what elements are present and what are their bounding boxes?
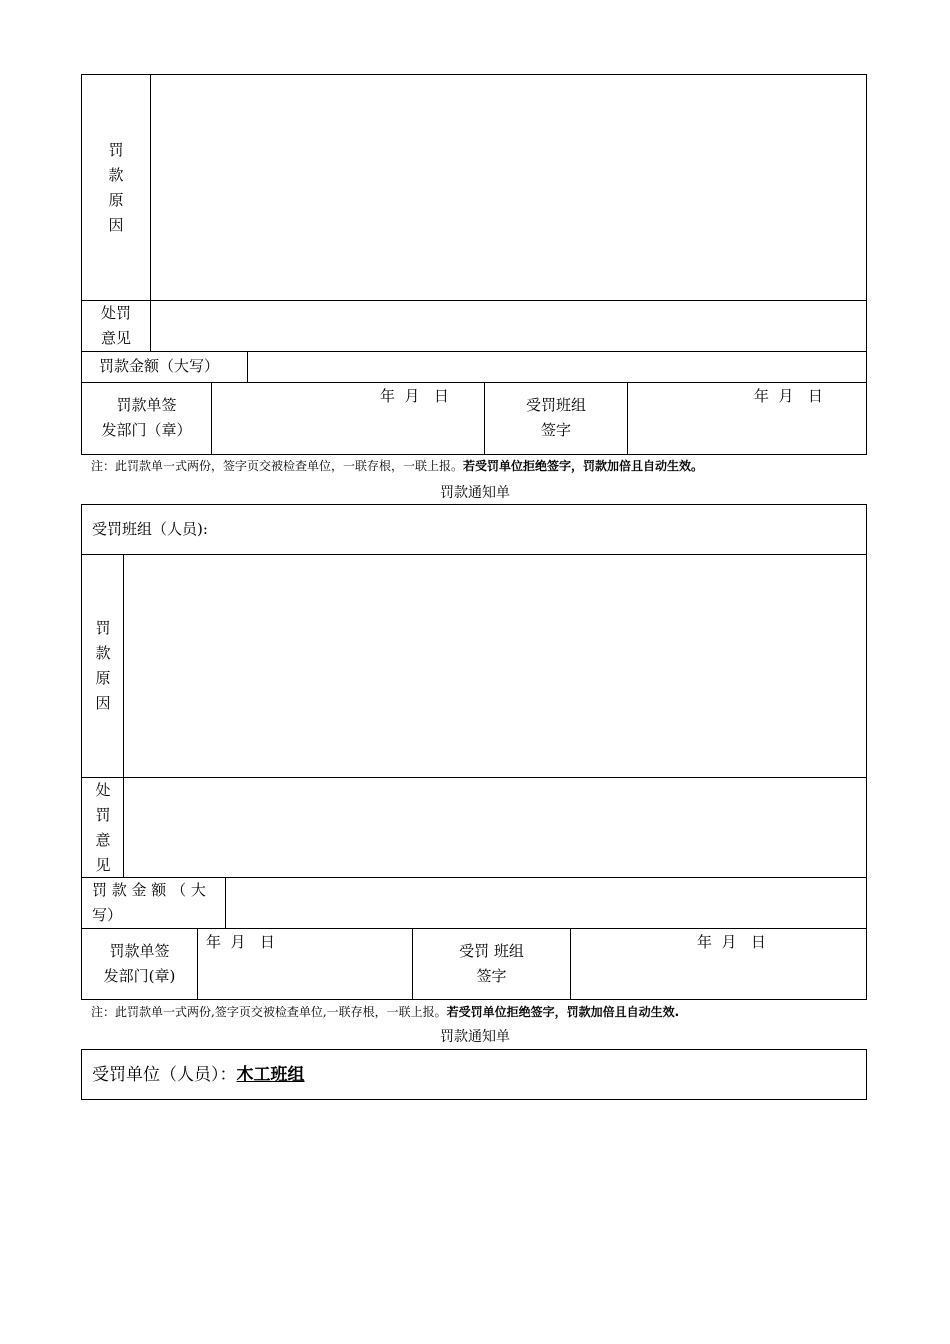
form2-title: 罚款通知单 <box>440 485 510 501</box>
form1-opinion-content[interactable] <box>151 301 866 351</box>
form2-reason-char: 原 <box>95 669 111 687</box>
form1-divider <box>211 382 212 455</box>
form2-team-sign-label-line1: 受罚 班组 <box>459 942 524 960</box>
form2-opinion-char: 处 <box>95 781 111 799</box>
form1-team-sign-label-line1: 受罚班组 <box>525 396 586 414</box>
form2-opinion-char: 见 <box>95 856 111 874</box>
form2-divider <box>570 928 571 1000</box>
form2-team-sign-label-line2: 签字 <box>476 967 507 985</box>
form2-team-sign-label <box>413 939 570 989</box>
form2-opinion-content[interactable] <box>124 778 866 877</box>
form2-opinion-label <box>93 778 113 878</box>
form2-amount-label-line2: 写） <box>92 906 123 924</box>
form2-note-normal: 注：此罚款单一式两份,签字页交被检查单位,一联存根，一联上报。 <box>91 1005 447 1019</box>
form1-reason-char: 原 <box>108 191 124 209</box>
form1-issuer-date: 年 月 日 <box>380 387 449 405</box>
form1-reason-content[interactable] <box>151 75 866 300</box>
form1-team-sign-label <box>485 393 627 443</box>
form1-note-bold: 若受罚单位拒绝签字，罚款加倍且自动生效。 <box>463 459 704 473</box>
form2-reason-label <box>93 616 113 716</box>
form1-divider <box>81 382 867 383</box>
form2-divider <box>197 928 198 1000</box>
form1-note <box>91 458 703 474</box>
form2-issuer-label-line2: 发部门(章) <box>103 967 176 985</box>
form3-unit-value[interactable]: 木工班组 <box>236 1065 305 1085</box>
form2-divider <box>81 928 867 929</box>
form2-team-label: 受罚班组（人员): <box>92 520 208 538</box>
form1-opinion-label-line2: 意见 <box>101 329 132 347</box>
form2-team-sign-date: 年 月 日 <box>697 933 766 951</box>
form2-reason-char: 罚 <box>95 619 111 637</box>
form2-reason-char: 款 <box>95 644 111 662</box>
form2-reason-content[interactable] <box>124 555 866 777</box>
form1-amount-content[interactable] <box>248 352 866 382</box>
form1-reason-char: 因 <box>108 216 124 234</box>
form2-opinion-char: 意 <box>95 831 111 849</box>
form1-reason-label <box>106 138 126 238</box>
form2-issuer-label-line1: 罚款单签 <box>109 942 170 960</box>
form1-divider <box>627 382 628 455</box>
form2-amount-content[interactable] <box>226 878 866 928</box>
form3-title: 罚款通知单 <box>440 1029 510 1045</box>
form2-note <box>91 1004 679 1020</box>
form1-issuer-label-line2: 发部门（章） <box>101 421 192 439</box>
form1-team-sign-date: 年 月 日 <box>754 387 823 405</box>
form1-amount-label: 罚款金额（大写） <box>99 357 220 375</box>
form1-team-sign-label-line2: 签字 <box>540 421 571 439</box>
form2-amount-label-line1: 罚 款 金 额 （ 大 <box>92 881 206 899</box>
form2-reason-char: 因 <box>95 694 111 712</box>
form3-unit-label: 受罚单位（人员）： <box>92 1065 237 1085</box>
form1-reason-char: 罚 <box>108 141 124 159</box>
form1-opinion-label-line1: 处罚 <box>101 304 132 322</box>
form2-note-bold: 若受罚单位拒绝签字，罚款加倍且自动生效. <box>446 1005 680 1019</box>
form1-note-normal: 注：此罚款单一式两份，签字页交被检查单位，一联存根，一联上报。 <box>91 459 464 473</box>
form1-reason-char: 款 <box>108 166 124 184</box>
form2-team-content[interactable] <box>260 505 866 554</box>
form3-unit-row <box>92 1062 305 1088</box>
form2-opinion-char: 罚 <box>95 806 111 824</box>
form2-issuer-label <box>82 939 197 989</box>
form2-issuer-date: 年 月 日 <box>206 933 275 951</box>
form1-issuer-label <box>82 393 211 443</box>
form1-issuer-label-line1: 罚款单签 <box>116 396 177 414</box>
